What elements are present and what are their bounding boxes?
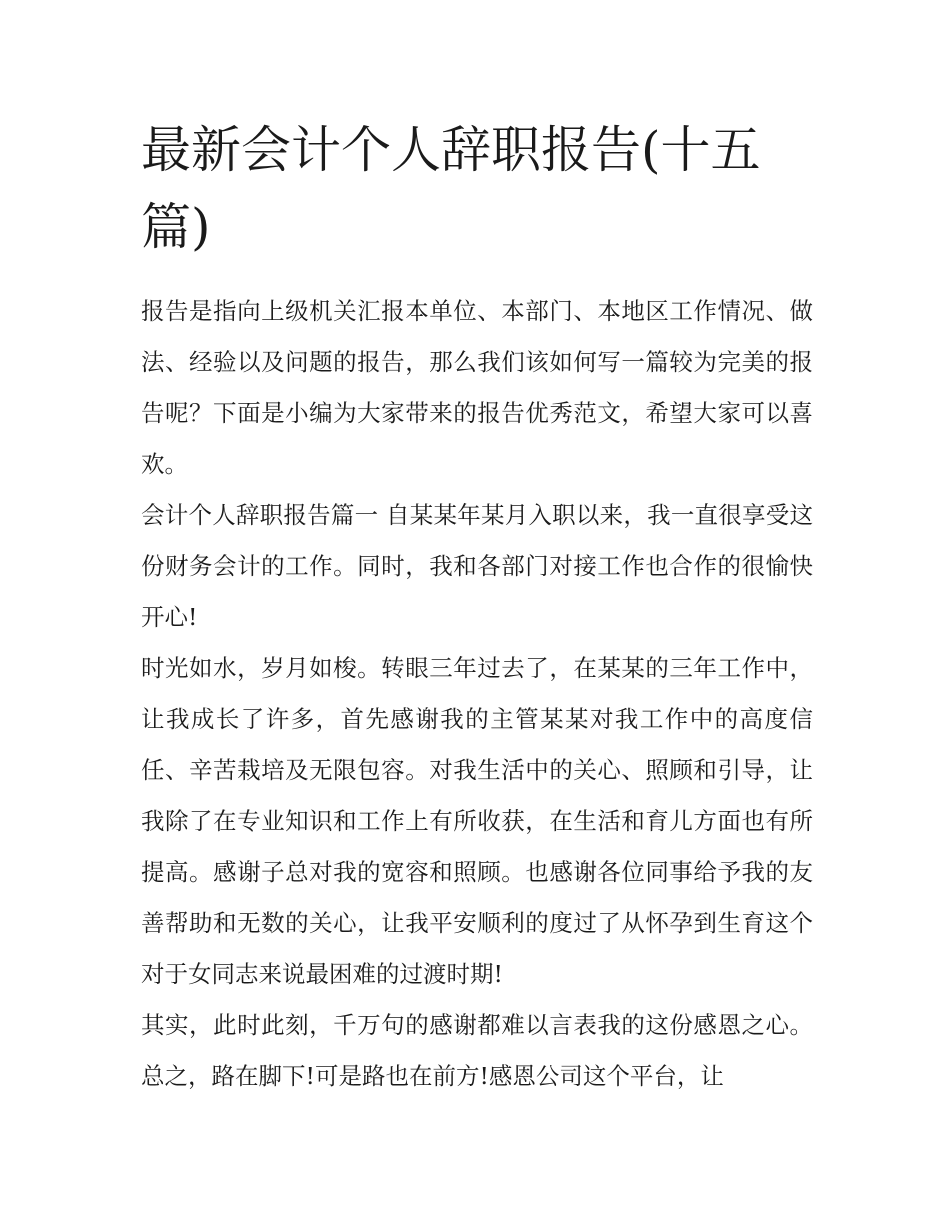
body-paragraph-1: 会计个人辞职报告篇一 自某某年某月入职以来，我一直很享受这份财务会计的工作。同时，我和各部门对接工作也合作的很愉快开心! [141,501,813,631]
intro-paragraph: 报告是指向上级机关汇报本单位、本部门、本地区工作情况、做法、经验以及问题的报告，那么我们该如何写一篇较为完美的报告呢？下面是小编为大家带来的报告优秀范文，希望大家可以喜欢。 [141,297,813,478]
body-paragraph-2: 时光如水，岁月如梭。转眼三年过去了，在某某的三年工作中，让我成长了许多，首先感谢我的主管某某对我工作中的高度信任、辛苦栽培及无限包容。对我生活中的关心、照顾和引导，让我除了在专业知识和工作上有所收获，在生活和育儿方面也有所提高。感谢子总对我的宽容和照顾。也感谢各位同事给予我的友善帮助和无数的关心，让我平安顺利的度过了从怀孕到生育这个对于女同志来说最困难的过渡时期! [141,654,813,988]
body-paragraph-3: 其实，此时此刻，千万句的感谢都难以言表我的这份感恩之心。总之，路在脚下!可是路也在前方!感恩公司这个平台，让 [141,1011,813,1090]
document-page [141,112,813,1102]
document-title: 最新会计个人辞职报告(十五篇) [141,121,761,256]
